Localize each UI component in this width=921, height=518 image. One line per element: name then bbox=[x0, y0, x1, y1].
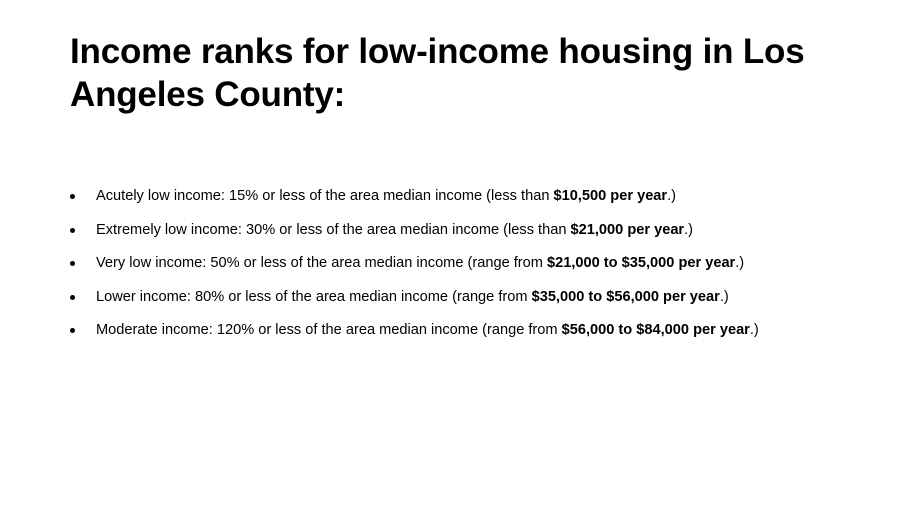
bullet-item-extremely-low bbox=[70, 219, 900, 253]
bullet-dot-icon bbox=[70, 228, 75, 233]
bullet-amount: $21,000 to $35,000 per year bbox=[547, 255, 736, 271]
bullet-text: Very low income: 50% or less of the area median income (range from bbox=[96, 255, 547, 271]
bullet-amount: $10,500 per year bbox=[553, 188, 668, 204]
bullet-amount: $35,000 to $56,000 per year bbox=[531, 288, 720, 305]
bullet-end: .) bbox=[684, 221, 694, 238]
bullet-text: Extremely low income: 30% or less of the area median income (less than bbox=[96, 221, 571, 238]
bullet-end: .) bbox=[667, 188, 677, 204]
bullet-list bbox=[70, 185, 900, 353]
bullet-item-acutely-low bbox=[70, 185, 900, 219]
bullet-text: Lower income: 80% or less of the area median income (range from bbox=[96, 288, 532, 305]
slide-title: Income ranks for low-income housing in Los Angeles County: bbox=[70, 32, 805, 114]
bullet-item-lower bbox=[70, 286, 900, 320]
bullet-text: Acutely low income: 15% or less of the area median income (less than bbox=[96, 188, 554, 204]
bullet-amount: $56,000 to $84,000 per year bbox=[561, 322, 750, 338]
bullet-end: .) bbox=[735, 255, 745, 271]
bullet-dot-icon bbox=[70, 261, 75, 266]
bullet-dot-icon bbox=[70, 194, 75, 199]
bullet-item-moderate bbox=[70, 319, 900, 353]
bullet-end: .) bbox=[719, 288, 729, 305]
bullet-text: Moderate income: 120% or less of the area median income (range from bbox=[96, 322, 562, 338]
bullet-end: .) bbox=[749, 322, 759, 338]
bullet-dot-icon bbox=[70, 328, 75, 333]
bullet-dot-icon bbox=[70, 295, 75, 300]
bullet-amount: $21,000 per year bbox=[570, 221, 685, 238]
bullet-item-very-low bbox=[70, 252, 900, 286]
